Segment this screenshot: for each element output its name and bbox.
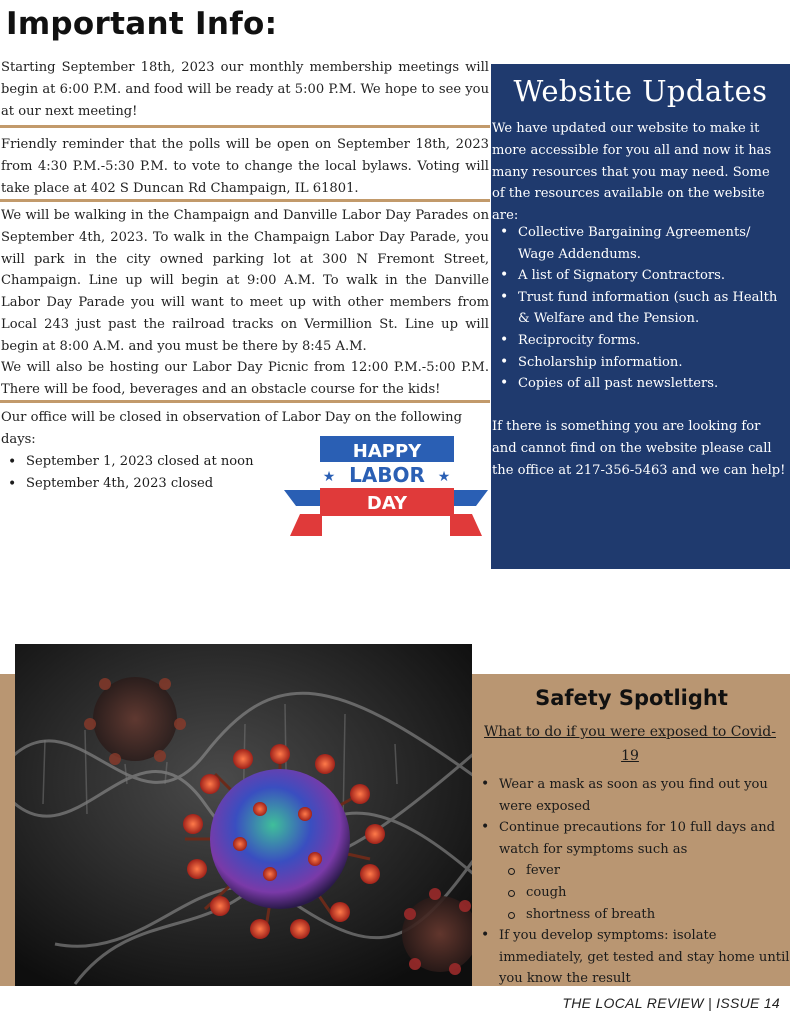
- badge-day-text: DAY: [366, 493, 408, 514]
- badge-labor-text: LABOR: [349, 463, 425, 487]
- labor-day-badge: [284, 434, 488, 538]
- safety-subtitle: What to do if you were exposed to Covid-19: [484, 724, 776, 764]
- symptom-item: cough: [499, 882, 791, 904]
- closure-list: [6, 451, 254, 495]
- list-item: [481, 817, 791, 925]
- safety-list: [481, 774, 791, 990]
- page-title: Important Info:: [6, 6, 278, 42]
- list-item: • A list of Signatory Contractors.: [499, 265, 784, 287]
- badge-happy-text: HAPPY: [352, 441, 422, 462]
- list-item: • September 4th, 2023 closed: [6, 473, 254, 495]
- website-updates-title: Website Updates: [513, 74, 768, 108]
- star-icon: ★: [322, 469, 336, 485]
- list-item: • Wear a mask as soon as you find out you were exposed: [481, 774, 791, 817]
- star-icon: ★: [437, 469, 451, 485]
- website-outro: If there is something you are looking for and cannot find on the website please call the office at 217-356-5463 and we can help!: [492, 419, 786, 478]
- list-item: • Copies of all past newsletters.: [499, 373, 784, 395]
- list-item: • Trust fund information (such as Health & Welfare and the Pension.: [499, 287, 784, 330]
- divider: [0, 125, 490, 128]
- footer-issue-label: THE LOCAL REVIEW | ISSUE 14: [562, 995, 780, 1011]
- list-item-text: Continue precautions for 10 full days and watch for symptoms such as: [499, 820, 776, 857]
- list-item: • September 1, 2023 closed at noon: [6, 451, 254, 473]
- picnic-paragraph: We will also be hosting our Labor Day Picnic from 12:00 P.M.-5:00 P.M. There will be food, beverages and an obstacle course for the kids!: [1, 360, 489, 397]
- divider: [0, 199, 490, 202]
- parades-paragraph: We will be walking in the Champaign and Danville Labor Day Parades on September 4th, 2023. To walk in the Champaign Labor Day Parade, you will park in the city owned parking lot at 300 N Fremont Street, Champaign. Line up will begin at 9:00 A.M. To walk in the Danville Labor Day Parade you will want to meet up with other members from Local 243 just past the railroad tracks on Vermillion St. Line up will begin at 8:00 A.M. and you must be there by 8:45 A.M.: [1, 208, 489, 354]
- meetings-paragraph: Starting September 18th, 2023 our monthly membership meetings will begin at 6:00 P.M. and food will be ready at 5:00 P.M. We hope to see you at our next meeting!: [1, 60, 489, 119]
- symptom-list: [499, 860, 791, 925]
- symptom-item: fever: [499, 860, 791, 882]
- website-updates-panel: [491, 64, 790, 569]
- list-item: • If you develop symptoms: isolate immediately, get tested and stay home until you know the result: [481, 925, 791, 990]
- list-item: • Collective Bargaining Agreements/ Wage Addendums.: [499, 222, 784, 265]
- covid-virus-image: [15, 644, 472, 986]
- website-intro: We have updated our website to make it more accessible for you all and now it has many resources that you may need. Some of the resources available on the website are:: [492, 121, 772, 224]
- website-resource-list: [499, 222, 784, 395]
- safety-spotlight-title: Safety Spotlight: [535, 686, 728, 710]
- symptom-item: shortness of breath: [499, 904, 791, 926]
- divider: [0, 400, 490, 403]
- office-paragraph: Our office will be closed in observation of Labor Day on the following days:: [1, 410, 462, 447]
- list-item: • Scholarship information.: [499, 352, 784, 374]
- polls-paragraph: Friendly reminder that the polls will be open on September 18th, 2023 from 4:30 P.M.-5:30 P.M. to vote to change the local bylaws. Voting will take place at 402 S Duncan Rd Champaign, IL 61801.: [1, 137, 489, 196]
- list-item: • Reciprocity forms.: [499, 330, 784, 352]
